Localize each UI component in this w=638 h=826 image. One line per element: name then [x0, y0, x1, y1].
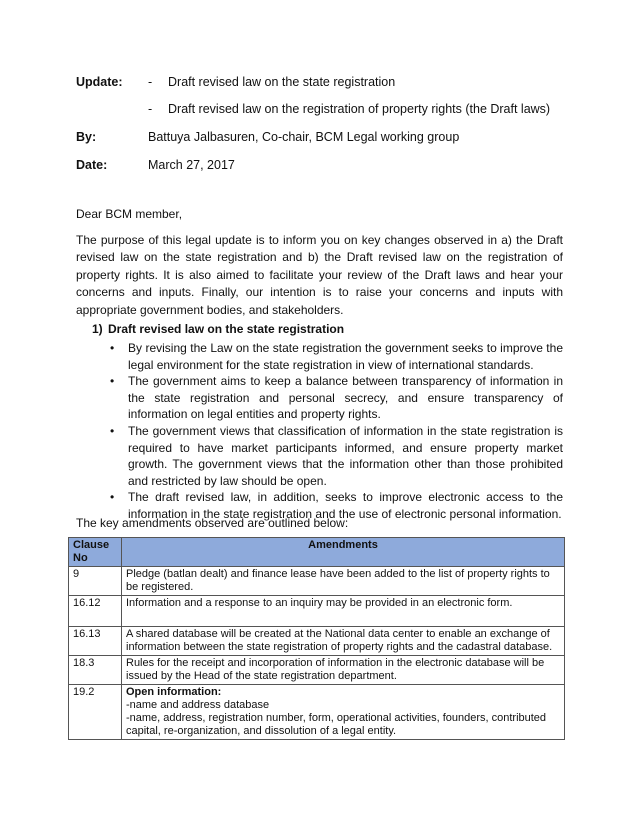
greeting: Dear BCM member, [76, 207, 183, 221]
bullet-icon: • [110, 490, 115, 505]
bullet-item [108, 423, 563, 489]
amendments-header: Amendments [122, 538, 565, 567]
date-value: March 27, 2017 [148, 158, 235, 172]
dash: - [148, 75, 153, 89]
clause-cell: 9 [69, 567, 122, 596]
section-title [92, 322, 344, 336]
table-row [69, 685, 565, 740]
amendment-cell: Pledge (batlan dealt) and finance lease have been added to the list of property rights to be registered. [122, 567, 565, 596]
update-item-2 [148, 101, 550, 117]
table-row [69, 567, 565, 596]
clause-cell: 19.2 [69, 685, 122, 740]
bullet-icon: • [110, 374, 115, 389]
table-row [69, 656, 565, 685]
by-value: Battuya Jalbasuren, Co-chair, BCM Legal working group [148, 130, 460, 144]
update-item-1 [148, 74, 395, 90]
amendment-cell [122, 685, 565, 740]
clause-cell: 16.13 [69, 627, 122, 656]
update-label: Update: [76, 75, 123, 89]
section-title-text: Draft revised law on the state registration [108, 322, 345, 336]
amendment-cell: Rules for the receipt and incorporation of information in the electronic database will be issued by the Head of the state registration department. [122, 656, 565, 685]
table-row [69, 627, 565, 656]
amendment-cell: A shared database will be created at the National data center to enable an exchange of information between the state registration of property rights and the cadastral database. [122, 627, 565, 656]
date-label: Date: [76, 158, 108, 172]
intro-paragraph: The purpose of this legal update is to inform you on key changes observed in a) the Draft revised law on the state registration and b) the Draft revised law on the registration of property rights. It is also aimed to facilitate your review of the Draft laws and hear your concerns and inputs. Finally, our intention is to raise your concerns and inputs with appropriate government bodies, and stakeholders. [76, 233, 563, 317]
clause-cell: 18.3 [69, 656, 122, 685]
table-header-row [69, 538, 565, 567]
bullet-text: The government aims to keep a balance between transparency of information in the state registration and personal secrecy, and ensure transparency of information on legal entities and property rights. [128, 374, 563, 422]
dash: - [148, 102, 153, 116]
bullet-icon: • [110, 341, 115, 355]
update-item-text: Draft revised law on the registration of property rights (the Draft laws) [168, 102, 551, 116]
bullet-text: The government views that classification of information in the state registration is required to have market participants informed, and ensure property market growth. The government views that the information other than those prohibited and restricted by law should be open. [128, 423, 563, 488]
amendment-cell: Information and a response to an inquiry may be provided in an electronic form. [122, 596, 565, 627]
bullet-text: By revising the Law on the state registration the government seeks to improve the legal environment for the state registration in view of international standards. [128, 341, 563, 372]
clause-cell: 16.12 [69, 596, 122, 627]
bullet-item [108, 373, 563, 423]
clause-header: Clause No [69, 538, 122, 567]
bullet-item [108, 340, 563, 373]
open-information-title: Open information: [126, 686, 222, 698]
open-information-line: -name and address database [126, 699, 270, 711]
table-row [69, 596, 565, 627]
outline-text: The key amendments observed are outlined below: [76, 516, 349, 530]
open-information-line: -name, address, registration number, form, operational activities, founders, contributed capital, re-organization, and dissolution of a legal entity. [126, 712, 547, 737]
bullet-icon: • [110, 423, 115, 438]
amendments-table [68, 537, 565, 740]
bullet-list [108, 340, 563, 523]
bullet-text: The draft revised law, in addition, seeks to improve electronic access to the information in the state registration and the use of electronic personal information. [128, 490, 563, 521]
section-number: 1) [92, 322, 103, 336]
by-label: By: [76, 130, 97, 144]
update-item-text: Draft revised law on the state registration [168, 75, 396, 89]
